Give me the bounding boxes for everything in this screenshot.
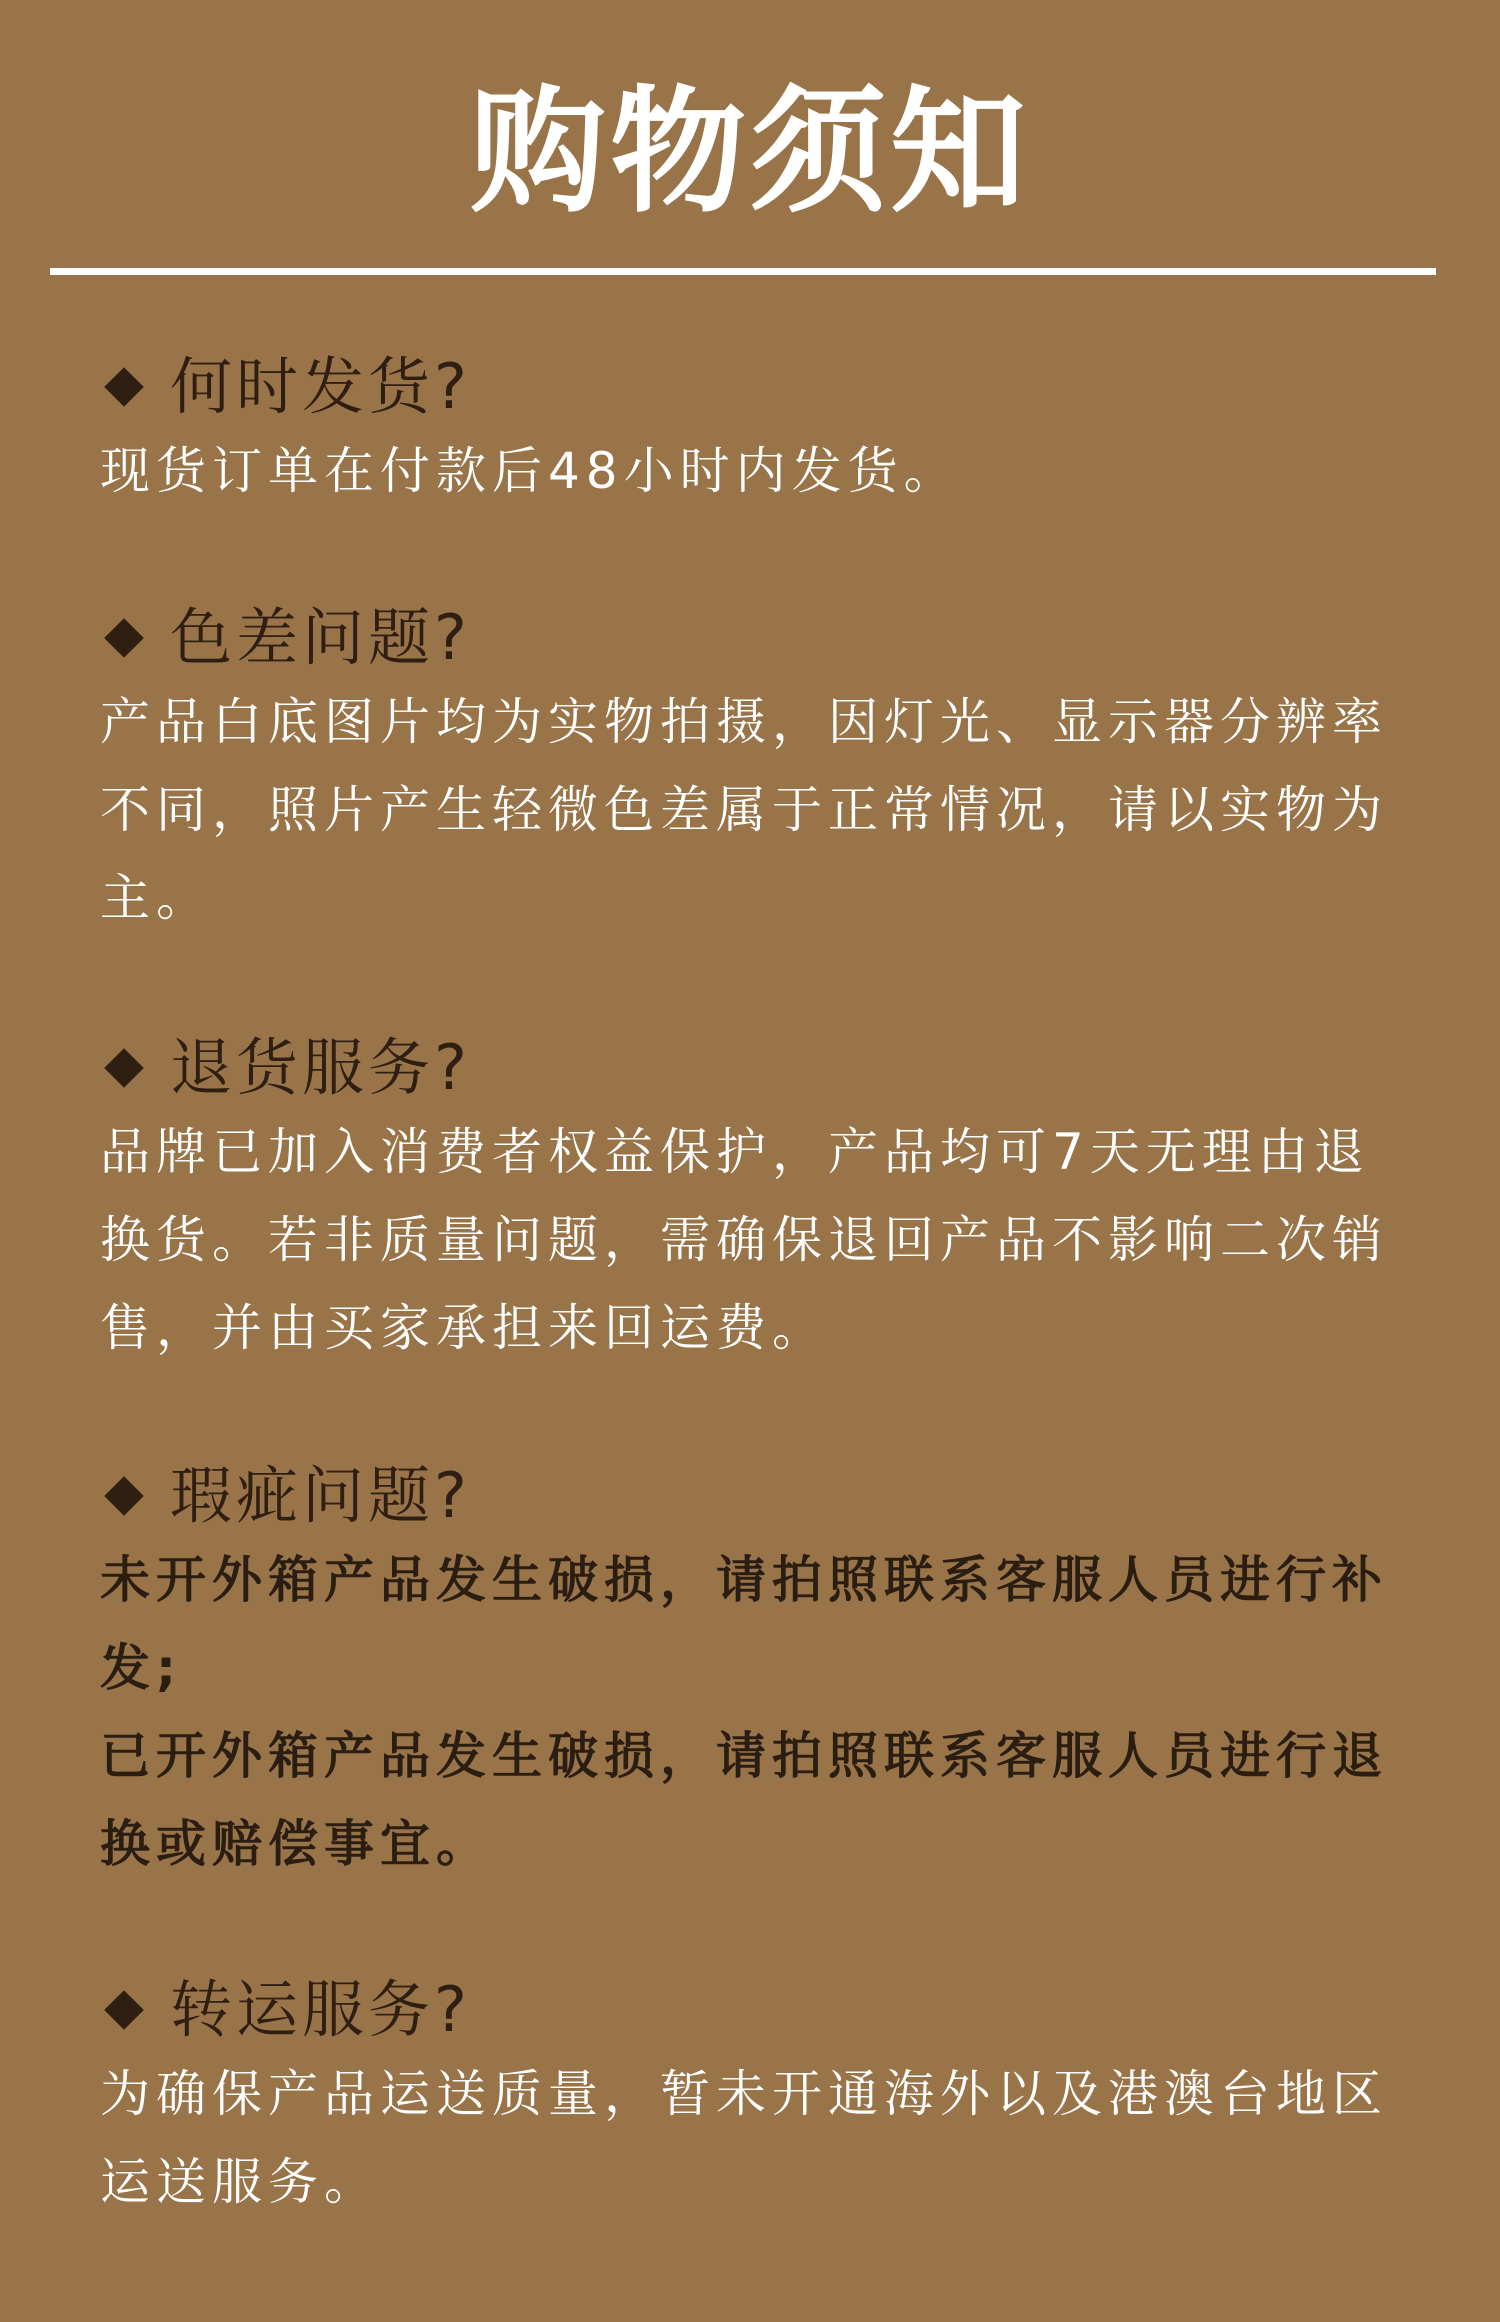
answer-text: 产品白底图片均为实物拍摄，因灯光、显示器分辨率不同，照片产生轻微色差属于正常情况，请以实物为主。 xyxy=(100,693,1388,927)
section-defect-issue xyxy=(100,1456,1420,1888)
question-heading xyxy=(100,1970,1420,2050)
answer-text: 现货订单在付款后48小时内发货。 xyxy=(100,442,960,500)
question-heading xyxy=(100,347,1420,427)
title-divider xyxy=(50,268,1436,275)
diamond-bullet-icon xyxy=(104,1990,144,2030)
question-text: 色差问题? xyxy=(170,601,471,674)
answer-text: 为确保产品运送质量，暂未开通海外以及港澳台地区运送服务。 xyxy=(100,2065,1388,2211)
question-text: 何时发货? xyxy=(170,350,471,423)
diamond-bullet-icon xyxy=(104,1048,144,1088)
question-text: 退货服务? xyxy=(170,1031,471,1104)
answer-text-unopened: 未开外箱产品发生破损，请拍照联系客服人员进行补发; xyxy=(100,1551,1388,1697)
question-heading xyxy=(100,1456,1420,1536)
answer-text-opened: 已开外箱产品发生破损，请拍照联系客服人员进行退换或赔偿事宜。 xyxy=(100,1727,1388,1873)
section-return-service xyxy=(100,1028,1420,1372)
question-text: 瑕疵问题? xyxy=(170,1459,471,1532)
section-color-difference xyxy=(100,598,1420,942)
page-title: 购物须知 xyxy=(470,72,1030,232)
section-shipping-time xyxy=(100,347,1420,515)
answer-text: 品牌已加入消费者权益保护，产品均可7天无理由退换货。若非质量问题，需确保退回产品不影响二次销售，并由买家承担来回运费。 xyxy=(100,1123,1388,1357)
question-heading xyxy=(100,1028,1420,1108)
diamond-bullet-icon xyxy=(104,367,144,407)
diamond-bullet-icon xyxy=(104,618,144,658)
question-heading xyxy=(100,598,1420,678)
section-transshipment xyxy=(100,1970,1420,2226)
question-text: 转运服务? xyxy=(170,1973,471,2046)
diamond-bullet-icon xyxy=(104,1476,144,1516)
